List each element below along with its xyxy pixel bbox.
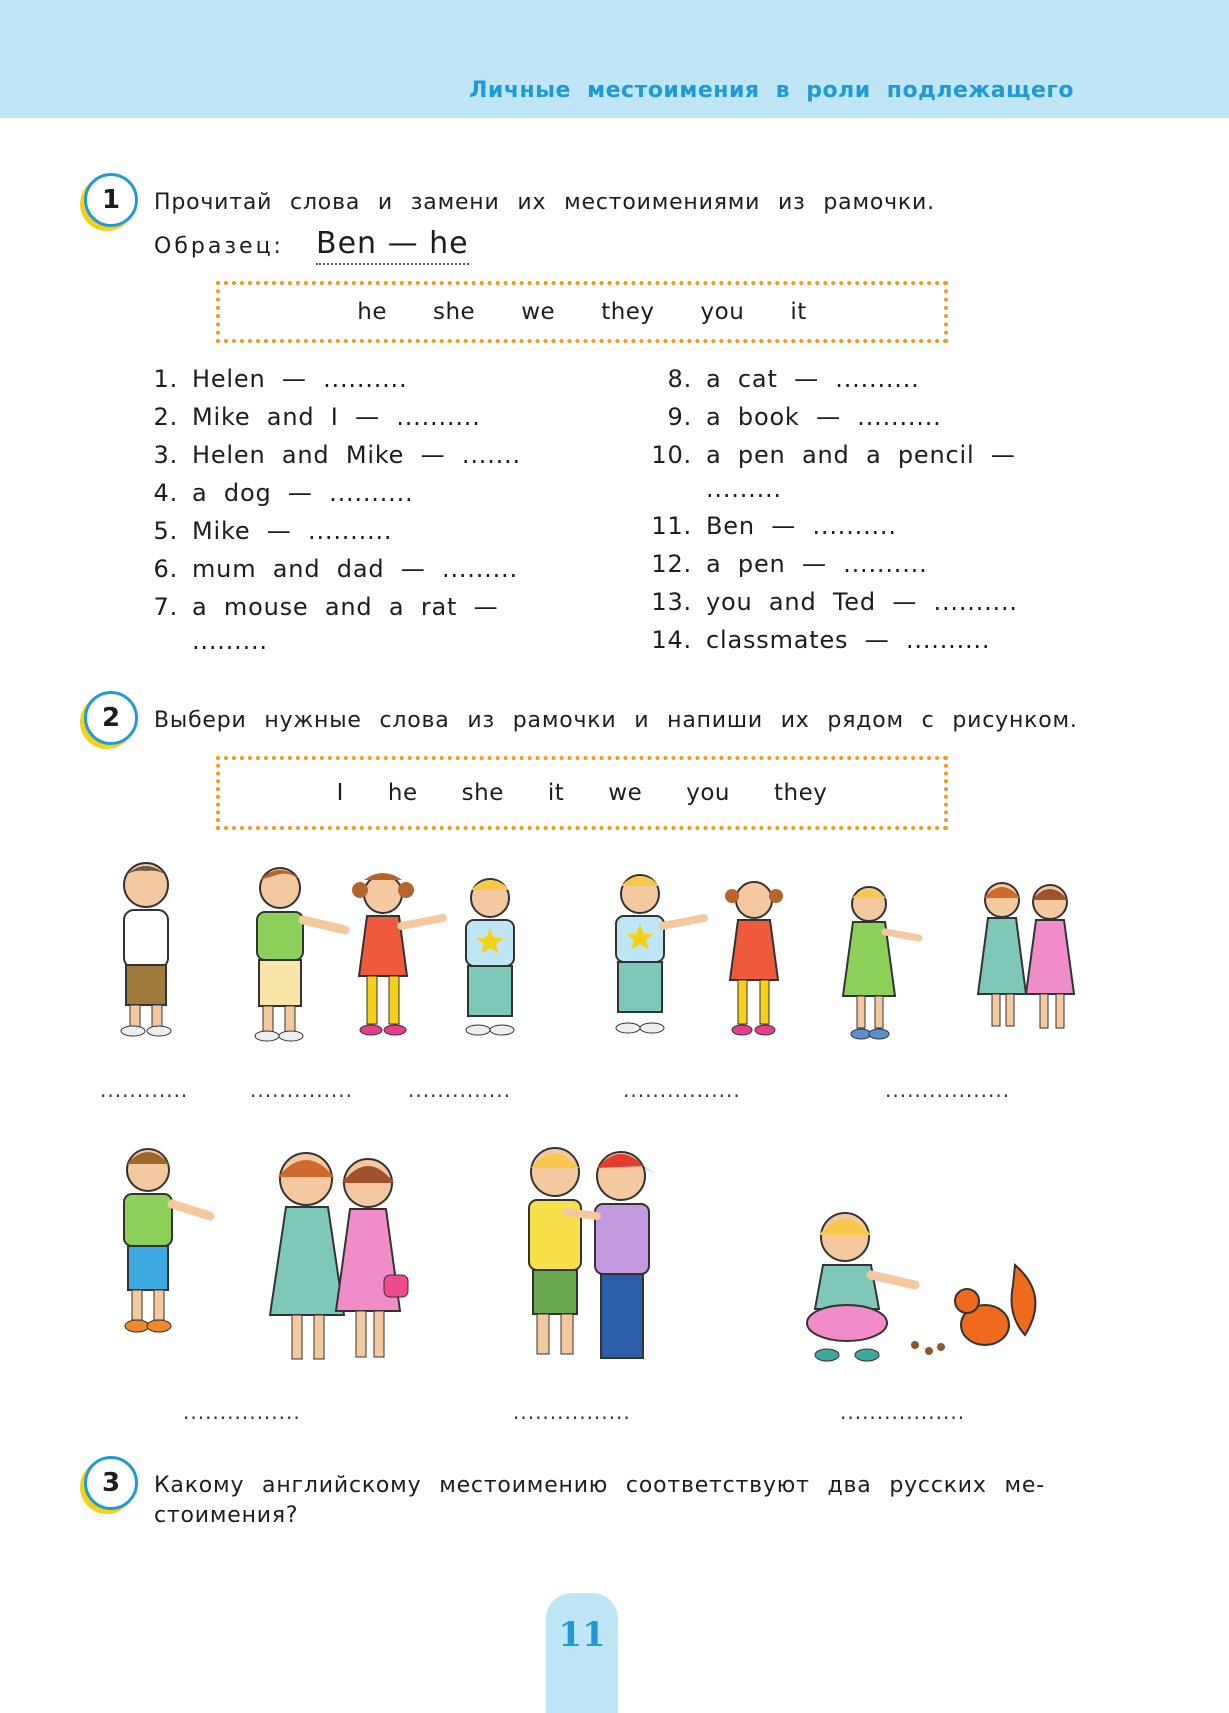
- list-item: 12. a pen — ..........: [651, 550, 928, 578]
- list-item: 5. Mike — ..........: [153, 517, 393, 545]
- answer-blank[interactable]: ................: [623, 1078, 741, 1102]
- exercise-2-instruction: Выбери нужные слова из рамочки и напиши их рядом с рисунком.: [154, 708, 1078, 733]
- box-word: we: [521, 299, 556, 325]
- list-item: .........: [706, 475, 782, 503]
- box-word: I: [336, 780, 344, 806]
- box-word: they: [601, 299, 655, 325]
- box-word: it: [790, 299, 807, 325]
- answer-blank[interactable]: ..............: [408, 1078, 512, 1102]
- exercise-1-number: 1: [84, 173, 138, 227]
- exercise-3-instruction-line-2: стоимения?: [154, 1503, 299, 1528]
- boy-illustration: [100, 855, 190, 1040]
- list-item: 4. a dog — ..........: [153, 479, 414, 507]
- answer-blank[interactable]: .................: [840, 1400, 966, 1424]
- boy-star-shirt-pointing-illustration: [600, 868, 710, 1048]
- answer-blank[interactable]: ................: [513, 1400, 631, 1424]
- box-word: she: [433, 299, 476, 325]
- box-word: he: [357, 299, 387, 325]
- word-box-1: [216, 281, 948, 343]
- list-item: 11. Ben — ..........: [651, 512, 897, 540]
- page-title: Личные местоимения в роли подлежащего: [469, 78, 1074, 103]
- exercise-1-instruction: Прочитай слова и замени их местоимениями из рамочки.: [154, 190, 935, 215]
- page-number-tab: [546, 1593, 618, 1713]
- page-number: 11: [558, 1615, 606, 1655]
- box-word: she: [461, 780, 504, 806]
- word-box-2: [216, 756, 948, 830]
- boy-green-shirt-illustration: [100, 1140, 215, 1340]
- list-item: 9. a book — ..........: [667, 403, 942, 431]
- boy-star-shirt-illustration: [450, 872, 530, 1047]
- two-girls-walking-illustration: [258, 1145, 413, 1375]
- answer-blank[interactable]: ................: [183, 1400, 301, 1424]
- boy-pointing-illustration: [245, 860, 355, 1050]
- list-item: 13. you and Ted — ..........: [651, 588, 1018, 616]
- list-item: 8. a cat — ..........: [667, 365, 920, 393]
- box-word: they: [774, 780, 828, 806]
- list-item: 3. Helen and Mike — .......: [153, 441, 521, 469]
- girl-green-dress-illustration: [833, 880, 923, 1045]
- box-word: you: [686, 780, 731, 806]
- list-item: 7. a mouse and a rat —: [153, 593, 499, 621]
- answer-blank[interactable]: .................: [885, 1078, 1011, 1102]
- two-boys-illustration: [505, 1140, 665, 1375]
- girl-red-dress-illustration: [720, 876, 790, 1046]
- box-word: he: [387, 780, 418, 806]
- sample-label: Образец:: [154, 234, 284, 259]
- answer-blank[interactable]: ............: [100, 1078, 189, 1102]
- exercise-2-number: 2: [84, 691, 138, 745]
- list-item: .........: [192, 627, 268, 655]
- list-item: 1. Helen — ..........: [153, 365, 408, 393]
- girl-feeding-squirrel-illustration: [775, 1205, 1050, 1375]
- two-girls-illustration: [970, 876, 1085, 1046]
- exercise-3-instruction-line-1: Какому английскому местоимению соответствуют два русских ме-: [154, 1473, 1045, 1498]
- list-item: 6. mum and dad — .........: [153, 555, 518, 583]
- list-item: 14. classmates — ..........: [651, 626, 991, 654]
- exercise-3-number: 3: [84, 1456, 138, 1510]
- answer-blank[interactable]: ..............: [250, 1078, 354, 1102]
- box-word: you: [700, 299, 745, 325]
- header-band: [0, 0, 1229, 118]
- girl-pointing-illustration: [345, 868, 450, 1048]
- sample-text: Ben — he: [316, 226, 469, 265]
- list-item: 2. Mike and I — ..........: [153, 403, 481, 431]
- box-word: we: [608, 780, 643, 806]
- box-word: it: [547, 780, 565, 806]
- list-item: 10. a pen and a pencil —: [651, 441, 1016, 469]
